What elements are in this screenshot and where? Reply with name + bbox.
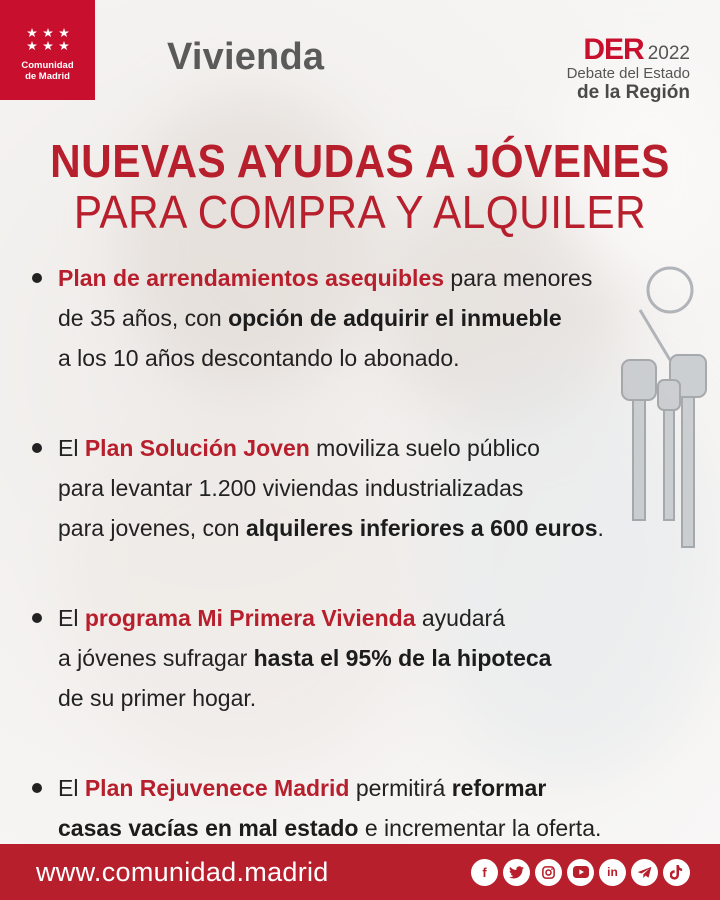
instagram-icon[interactable] bbox=[535, 859, 562, 886]
der-subtitle-1: Debate del Estado bbox=[566, 65, 690, 82]
text: . bbox=[597, 515, 604, 541]
text: El bbox=[58, 435, 85, 461]
headline-line1: NUEVAS AYUDAS A JÓVENES bbox=[50, 135, 670, 187]
telegram-icon[interactable] bbox=[631, 859, 658, 886]
bullet-icon bbox=[32, 613, 42, 623]
der-subtitle-2: de la Región bbox=[577, 82, 690, 103]
twitter-icon[interactable] bbox=[503, 859, 530, 886]
emphasis: reformar bbox=[451, 775, 547, 801]
text: a jóvenes sufragar bbox=[58, 645, 254, 671]
text: de su primer hogar. bbox=[58, 685, 257, 711]
logo-line2: de Madrid bbox=[25, 71, 70, 82]
list-item bbox=[32, 428, 702, 548]
linkedin-icon[interactable]: in bbox=[599, 859, 626, 886]
highlight: programa Mi Primera Vivienda bbox=[84, 605, 416, 631]
text: para jovenes, con bbox=[58, 515, 246, 541]
bullet-list bbox=[32, 258, 702, 898]
text: El bbox=[58, 775, 85, 801]
text: de 35 años, con bbox=[58, 305, 229, 331]
youtube-icon[interactable] bbox=[567, 859, 594, 886]
facebook-icon[interactable]: f bbox=[471, 859, 498, 886]
text: e incrementar la oferta. bbox=[358, 815, 602, 841]
bullet-icon bbox=[32, 783, 42, 793]
emphasis: hasta el 95% de la hipoteca bbox=[253, 645, 552, 671]
bullet-icon bbox=[32, 443, 42, 453]
social-icons bbox=[471, 859, 690, 886]
website-link[interactable]: www.comunidad.madrid bbox=[36, 856, 329, 887]
headline-line2: PARA COMPRA Y ALQUILER bbox=[73, 186, 647, 238]
list-item bbox=[32, 768, 702, 848]
section-title: Vivienda bbox=[167, 36, 325, 78]
text: para menores bbox=[444, 265, 593, 291]
text: para levantar 1.200 viviendas industrializadas bbox=[58, 475, 524, 501]
list-item bbox=[32, 598, 702, 718]
comunidad-madrid-logo bbox=[0, 0, 95, 100]
text: El bbox=[58, 605, 85, 631]
emphasis: casas vacías en mal estado bbox=[58, 815, 359, 841]
tiktok-icon[interactable] bbox=[663, 859, 690, 886]
footer-bar bbox=[0, 844, 720, 900]
der-year: 2022 bbox=[647, 43, 690, 64]
der-mark: DER bbox=[583, 33, 644, 66]
bullet-icon bbox=[32, 273, 42, 283]
stars-icon bbox=[25, 24, 71, 54]
text: permitirá bbox=[349, 775, 452, 801]
text: moviliza suelo público bbox=[309, 435, 540, 461]
der-logo bbox=[566, 33, 690, 103]
highlight: Plan Rejuvenece Madrid bbox=[84, 775, 350, 801]
emphasis: opción de adquirir el inmueble bbox=[228, 305, 562, 331]
text: a los 10 años descontando lo abonado. bbox=[58, 345, 460, 371]
list-item bbox=[32, 258, 702, 378]
text: ayudará bbox=[415, 605, 506, 631]
emphasis: alquileres inferiores a 600 euros bbox=[245, 515, 598, 541]
highlight: Plan de arrendamientos asequibles bbox=[58, 265, 445, 291]
logo-line1: Comunidad bbox=[21, 60, 74, 71]
highlight: Plan Solución Joven bbox=[84, 435, 310, 461]
